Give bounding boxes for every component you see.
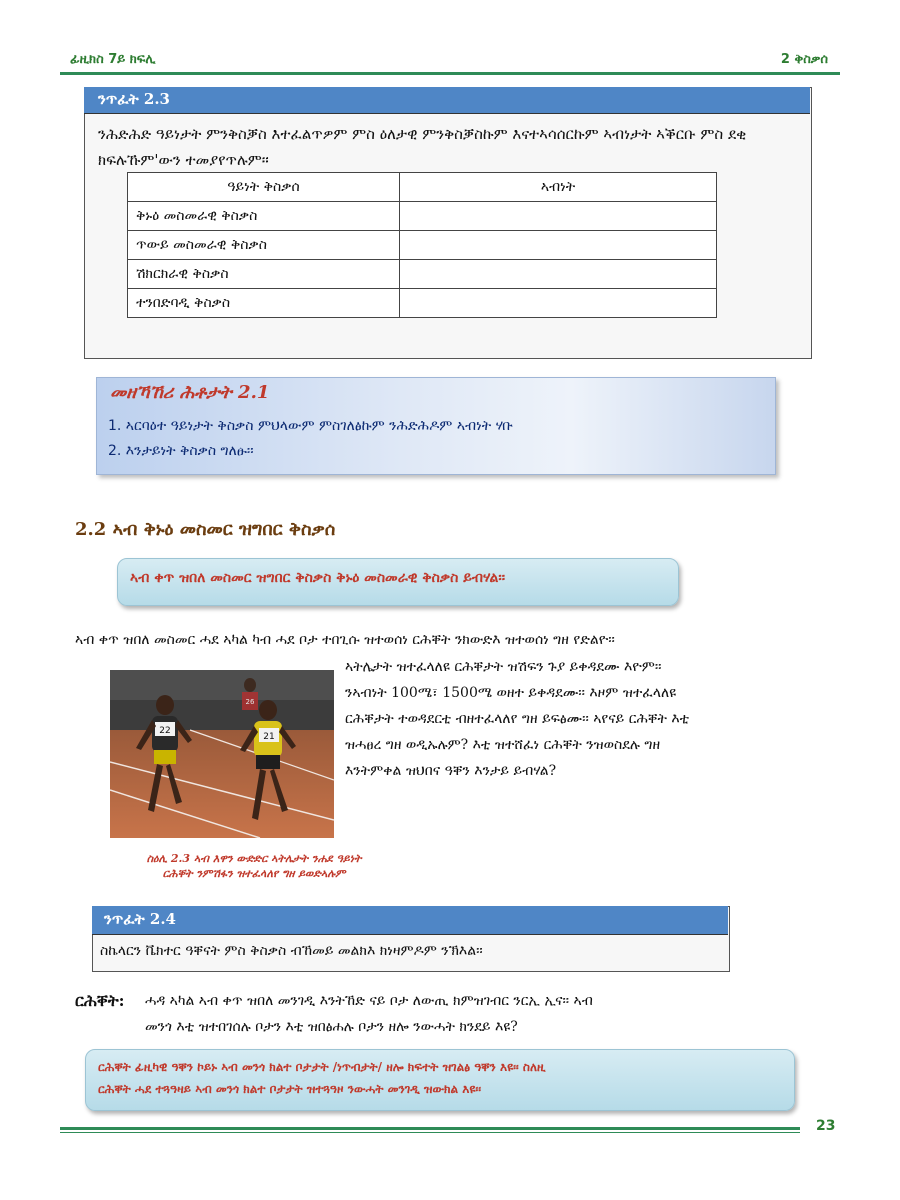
table-row (128, 202, 717, 231)
header-book-title: ፊዚክስ 7ይ ክፍሊ (70, 52, 156, 67)
activity-2-3-title: ንጥፈት 2.3 (98, 90, 170, 108)
header-chapter-title: 2 ቅስቃሰ (780, 52, 828, 67)
table-row (128, 260, 717, 289)
paragraph-line: ኣብ ቀጥ ዝበለ መስመር ሓደ ኣካል ካብ ሓደ ቦታ ተበጊሱ ዝተወሰነ ርሕቐት ንክውድእ ዝተወሰነ ግዘ የድልዮ፡፡ (75, 632, 615, 648)
table-row (128, 289, 717, 318)
paragraph-line: ንኣብነት 100ሜ፣ 1500ሜ ወዘተ ይቀዳደሙ፡፡ እዞም ዝተፈላለዩ (345, 685, 677, 701)
page-number: 23 (816, 1118, 836, 1134)
athletes-illustration (110, 670, 334, 838)
paragraph-line: መንጎ እቲ ዝተበገሰሉ ቦታን እቲ ዝበፅሐሉ ቦታን ዘሎ ንውሓት ክንደይ እዩ? (145, 1019, 518, 1035)
activity-2-4-title-bar (92, 906, 728, 935)
definition-text: ኣብ ቀጥ ዝበለ መስመር ዝግበር ቅስቃስ ቅኑዕ መስመራዊ ቅስቃስ ይብሃል፡፡ (130, 570, 506, 586)
paragraph-line: ኣትሌታት ዝተፈላለዩ ርሕቐታት ዝሽፍን ጉያ ይቀዳደሙ እዮም፡፡ (345, 659, 662, 675)
activity-2-3-text: ንሕድሕድ ዓይነታት ምንቅስቓስ እተፈልጥዎም ምስ ዕለታዊ ምንቅስቓስኩም እናተኣሳሰርኩም ኣብነታት ኣቕርቡ ምስ ደቂ ክፍሉኹም'ውን ተመያየጥሉም፡፡ (98, 125, 747, 169)
table-cell: ተንበድባዲ ቅስቃስ (128, 289, 400, 318)
header-divider (60, 72, 840, 75)
motion-types-table (127, 172, 717, 318)
table-cell (400, 289, 717, 318)
table-header-example: ኣብነት (400, 173, 717, 202)
review-questions-title: መዘኻኸሪ ሕቶታት 2.1 (110, 382, 270, 403)
paragraph-line: ዝሓፀረ ግዘ ወዲኡሉም? እቲ ዝተሸፈነ ርሕቐት ንዝወስደሉ ግዘ (345, 737, 661, 753)
footer-divider (60, 1127, 800, 1130)
table-cell (400, 202, 717, 231)
section-heading: 2.2 ኣብ ቅኑዕ መስመር ዝግበር ቅስቃሰ (75, 519, 336, 540)
paragraph-line: ርሕቐታት ተወዳደርቲ ብዘተፈላለየ ግዘ ይፍፅሙ፡፡ ኣየናይ ርሕቐት እቲ (345, 711, 690, 727)
term-label: ርሕቐት: (75, 991, 125, 1010)
paragraph-line: ሓዳ ኣካል ኣብ ቀጥ ዝበለ መንገዲ እንትኸድ ናይ ቦታ ለውጢ ክምዝገብር ንርኢ ኢና፡፡ ኣብ (145, 993, 593, 1009)
bib-number: 22 (159, 726, 171, 736)
note-line-1: ርሕቐት ፊዚካዊ ዓቐን ኮይኑ ኣብ መንጎ ክልተ ቦታታት /ነጥብታት/ ዘሎ ክፍተት ዝገልፅ ዓቐን እዩ፡፡ ስለዚ (98, 1060, 546, 1074)
table-cell (400, 260, 717, 289)
paragraph-line: እንትምቀል ዝህበና ዓቐን እንታይ ይብሃል? (345, 763, 557, 779)
table-row (128, 231, 717, 260)
figure-caption (95, 851, 413, 881)
note-line-2: ርሕቐት ሓደ ተጓዓዛይ ኣብ መንጎ ክልተ ቦታታት ዝተጓዓዞ ንውሓት መንገዲ ዝውክል እዩ፡፡ (98, 1082, 482, 1096)
footer-divider-thin (60, 1132, 800, 1133)
table-cell (400, 231, 717, 260)
caption-line-2: ርሕቐት ንምሽፋን ዝተፈላለየ ግዘ ይወድኣሉም (162, 867, 346, 880)
activity-2-4-title: ንጥፈት 2.4 (104, 910, 176, 928)
table-cell: ሽክርክራዊ ቅስቃስ (128, 260, 400, 289)
table-header-row (128, 173, 717, 202)
bib-number: 26 (245, 698, 255, 706)
activity-2-4-text: ስኬላርን ቬክተር ዓቐናት ምስ ቅስቃስ ብኸመይ መልክእ ክነዛምዶም ንኽእል፡፡ (100, 943, 483, 959)
table-cell: ቅኑዕ መስመራዊ ቅስቃስ (128, 202, 400, 231)
caption-line-1: ስዕሊ 2.3 ኣብ እዋን ውድድር ኣትሌታት ንሐደ ዓይነት (146, 852, 362, 865)
athletes-photo (110, 670, 334, 838)
review-question-1: 1. ኣርባዕተ ዓይነታት ቅስቃስ ምህላውም ምስገለፅኩም ንሕድሕዶም ኣብነት ሃቡ (108, 418, 513, 434)
activity-2-3-title-bar (84, 87, 810, 114)
review-question-2: 2. እንታይነት ቅስቃስ ግለፁ፡፡ (108, 443, 254, 459)
table-cell: ጥውይ መስመራዊ ቅስቃስ (128, 231, 400, 260)
bib-number: 21 (263, 732, 275, 742)
table-header-type: ዓይነት ቅስቃሰ (128, 173, 400, 202)
